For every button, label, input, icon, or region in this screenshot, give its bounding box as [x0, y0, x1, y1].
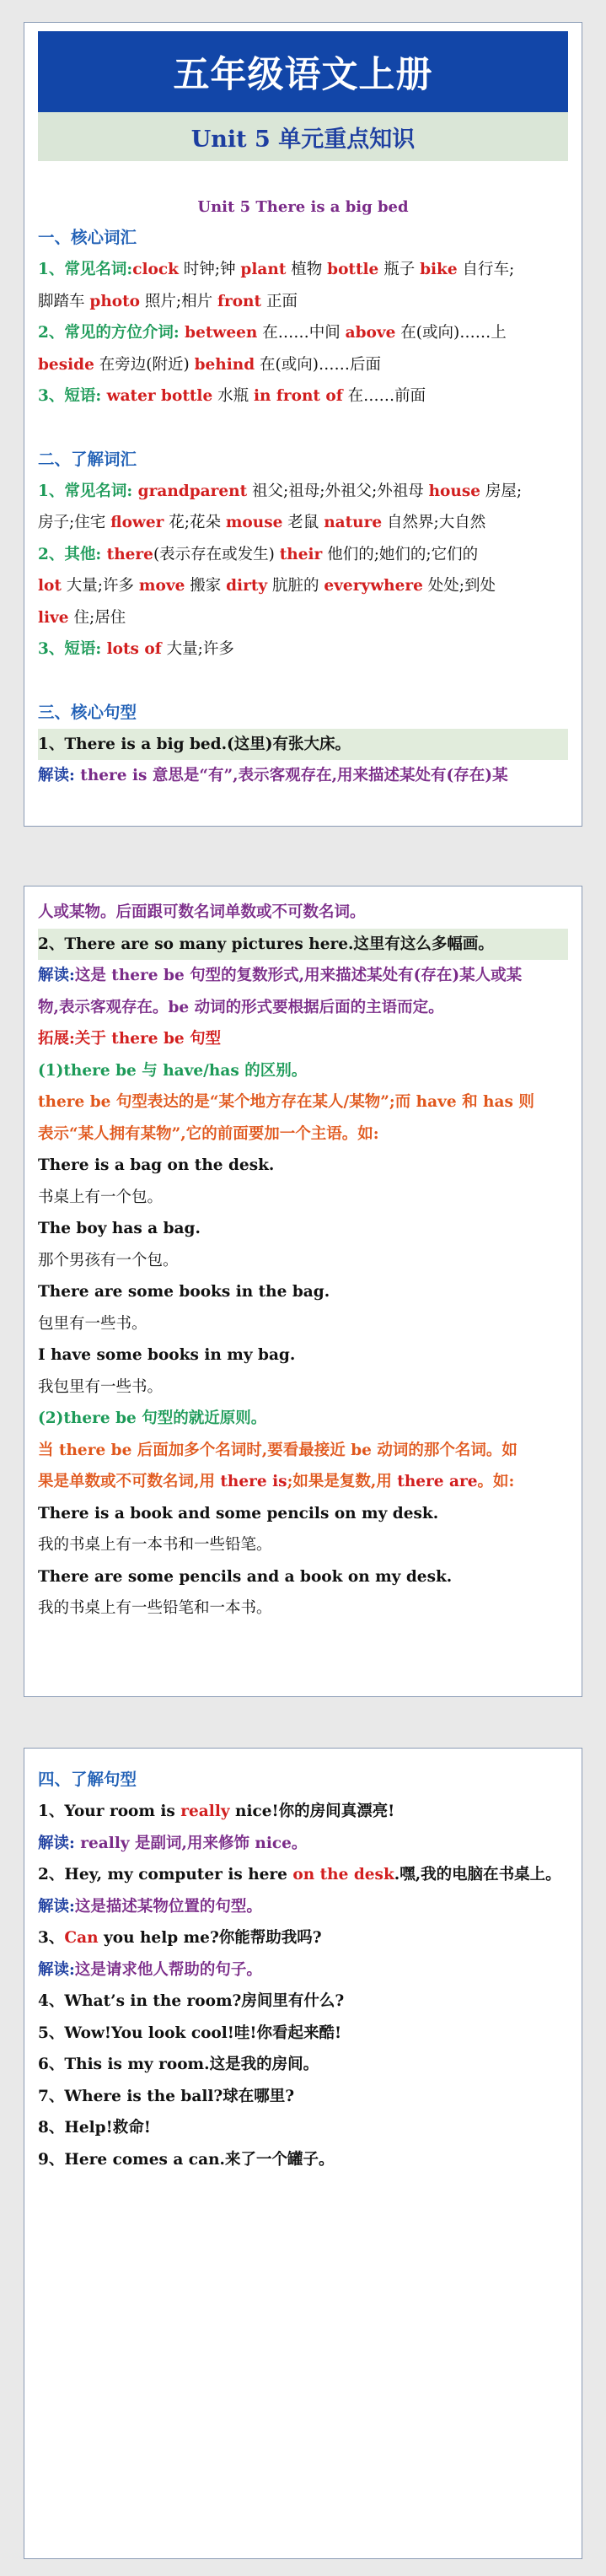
label: 2、常见的方位介词: [38, 324, 180, 342]
explanation-line [38, 760, 568, 792]
meaning: 瓶子 [378, 261, 421, 278]
vocab-line [38, 570, 568, 602]
vocab-line [38, 317, 568, 349]
word: behind [194, 355, 255, 374]
example-zh: 那个男孩有一个包。 [38, 1251, 179, 1269]
rule-line: there be 句型表达的是“某个地方存在某人/某物”;而 have 和 has 则 [38, 1093, 534, 1111]
word: live [38, 608, 69, 627]
vocab-line [38, 633, 568, 666]
explanation-line [38, 1954, 568, 1986]
sentence-text: 1、Your room is [38, 1803, 181, 1820]
sentence-line: 7、Where is the ball?球在哪里? [38, 2087, 295, 2105]
vocab-line [38, 602, 568, 634]
label: 解读: [38, 1897, 75, 1916]
meaning: (表示存在或发生) [153, 545, 280, 563]
extension-heading: 拓展:关于 there be 句型 [38, 1030, 222, 1048]
word: beside [38, 355, 94, 374]
page-card-3 [24, 1748, 582, 2559]
label: 解读: [38, 767, 75, 784]
word: their [279, 545, 323, 563]
explanation-text: 这是描述某物位置的句型。 [74, 1897, 262, 1916]
explanation-line [38, 1828, 568, 1860]
section-heading-core-sentences: 三、核心句型 [38, 702, 137, 722]
sub-heading: (1)there be 与 have/has 的区别。 [38, 1061, 308, 1080]
sentence-text: 2、Hey, my computer is here [38, 1866, 293, 1883]
label: 2、其他: [38, 545, 102, 563]
label: 解读: [38, 1960, 75, 1979]
example-zh: 我包里有一些书。 [38, 1377, 164, 1396]
rule-line [38, 1466, 568, 1498]
meaning: 自然界;大自然 [382, 514, 486, 531]
word: move [138, 577, 185, 595]
meaning: 自行车; [457, 261, 515, 278]
example-zh: 包里有一些书。 [38, 1314, 147, 1333]
meaning: 房屋; [480, 482, 523, 500]
meaning: 大量;许多 [61, 577, 139, 595]
keyword: really [180, 1803, 230, 1820]
explanation-text: really 是副词,用来修饰 nice。 [74, 1834, 308, 1852]
sentence-line [38, 1859, 568, 1891]
explanation-text: 这是 there be 句型的复数形式,用来描述某处有(存在)某人或某 [74, 967, 523, 984]
vocab-line [38, 507, 568, 539]
section-heading-know-sentences: 四、了解句型 [38, 1770, 137, 1789]
example-zh: 书桌上有一个包。 [38, 1188, 164, 1206]
rule-text: 果是单数或不可数名词,用 [38, 1473, 221, 1490]
word: above [345, 324, 396, 342]
vocab-line [38, 380, 568, 412]
label: 3、短语: [38, 387, 102, 405]
rule-line: 当 there be 后面加多个名词时,要看最接近 be 动词的那个名词。如 [38, 1441, 518, 1459]
rule-keyword: there is [220, 1473, 287, 1490]
sentence-text: 3、 [38, 1929, 65, 1947]
meaning: 房子;住宅 [38, 514, 111, 531]
word: everywhere [324, 577, 423, 595]
sentence-highlight: 2、There are so many pictures here.这里有这么多幅画。 [38, 929, 568, 961]
sentence-line: 5、Wow!You look cool!哇!你看起来酷! [38, 2024, 342, 2042]
explanation-text: there is 意思是“有”,表示客观存在,用来描述某处有(存在)某 [74, 767, 508, 784]
word: lot [38, 577, 62, 595]
label: 解读: [38, 967, 75, 984]
meaning: 处处;到处 [422, 577, 496, 595]
meaning: 老鼠 [282, 514, 324, 531]
word: photo [89, 292, 141, 310]
example-zh: 我的书桌上有一些铅笔和一本书。 [38, 1599, 272, 1617]
vocab-line [38, 539, 568, 571]
explanation-line [38, 960, 568, 992]
word: lots of [101, 640, 162, 658]
meaning: 肮脏的 [267, 577, 324, 595]
meaning: 时钟;钟 [178, 261, 241, 278]
example-en: There are some books in the bag. [38, 1283, 330, 1301]
sub-heading: (2)there be 句型的就近原则。 [38, 1409, 267, 1427]
example-en: The boy has a bag. [38, 1220, 201, 1237]
word: clock [132, 261, 179, 278]
sentence-line [38, 1796, 568, 1828]
label: 1、常见名词: [38, 261, 133, 278]
meaning: 在……中间 [257, 324, 346, 342]
example-zh: 我的书桌上有一本书和一些铅笔。 [38, 1536, 272, 1554]
keyword: Can [64, 1929, 99, 1947]
keyword: on the desk [292, 1866, 394, 1883]
meaning: 搬家 [185, 577, 227, 595]
meaning: 祖父;祖母;外祖父;外祖母 [247, 482, 429, 500]
sentence-text: nice!你的房间真漂亮! [229, 1803, 395, 1820]
sentence-line [38, 1922, 568, 1954]
example-en: There is a bag on the desk. [38, 1156, 275, 1174]
sentence-line: 4、What’s in the room?房间里有什么? [38, 1992, 345, 2010]
meaning: 他们的;她们的;它们的 [322, 545, 479, 563]
vocab-line [38, 286, 568, 318]
meaning: 植物 [286, 261, 328, 278]
word: house [428, 482, 481, 500]
meaning: 在(或向)……上 [395, 324, 507, 342]
word: water bottle [101, 387, 213, 405]
label: 1、常见名词: [38, 482, 133, 500]
meaning: 照片;相片 [140, 292, 218, 310]
word: bike [420, 261, 458, 278]
unit-title: Unit 5 There is a big bed [197, 198, 409, 216]
sentence-line: 9、Here comes a can.来了一个罐子。 [38, 2150, 335, 2169]
sentence-line: 8、Help!救命! [38, 2119, 151, 2137]
vocab-line [38, 476, 568, 508]
example-en: I have some books in my bag. [38, 1346, 296, 1364]
word: bottle [327, 261, 379, 278]
word: flower [110, 514, 164, 531]
rule-keyword: there are [397, 1473, 478, 1490]
rule-text: ;如果是复数,用 [287, 1473, 398, 1490]
sentence-text: .嘿,我的电脑在书桌上。 [394, 1866, 561, 1883]
meaning: 在(或向)……后面 [255, 355, 381, 374]
rule-text: 。如: [477, 1473, 515, 1490]
page-subtitle: Unit 5 单元重点知识 [38, 112, 568, 161]
meaning: 正面 [261, 292, 298, 310]
label: 3、短语: [38, 640, 102, 658]
meaning: 住;居住 [68, 608, 126, 627]
page-title: 五年级语文上册 [38, 31, 568, 112]
example-en: There is a book and some pencils on my desk. [38, 1504, 439, 1522]
meaning: 水瓶 [212, 387, 254, 405]
explanation-continued: 人或某物。后面跟可数名词单数或不可数名词。 [38, 903, 366, 921]
section-heading-core-vocab: 一、核心词汇 [38, 228, 137, 247]
vocab-line [38, 254, 568, 286]
word: nature [324, 514, 383, 531]
label: 解读: [38, 1834, 75, 1852]
sentence-text: you help me?你能帮助我吗? [98, 1929, 322, 1947]
page-card-2 [24, 886, 582, 1697]
word: in front of [254, 387, 343, 405]
section-heading-know-vocab: 二、了解词汇 [38, 449, 137, 469]
word: between [179, 324, 258, 342]
vocab-line [38, 349, 568, 381]
meaning: 花;花朵 [164, 514, 226, 531]
word: plant [240, 261, 287, 278]
rule-line: 表示“某人拥有某物”,它的前面要加一个主语。如: [38, 1124, 379, 1143]
meaning: 在……前面 [342, 387, 426, 405]
word: there [101, 545, 153, 563]
explanation-line: 物,表示客观存在。be 动词的形式要根据后面的主语而定。 [38, 998, 444, 1016]
word: dirty [226, 577, 268, 595]
sentence-line: 6、This is my room.这是我的房间。 [38, 2056, 319, 2073]
explanation-line [38, 1891, 568, 1923]
meaning: 在旁边(附近) [94, 355, 195, 374]
page-card-1 [24, 22, 582, 827]
explanation-text: 这是请求他人帮助的句子。 [74, 1960, 262, 1979]
meaning: 大量;许多 [161, 640, 234, 658]
meaning: 脚踏车 [38, 292, 90, 310]
word: grandparent [132, 482, 248, 500]
word: mouse [225, 514, 283, 531]
example-en: There are some pencils and a book on my desk. [38, 1567, 453, 1586]
sentence-highlight: 1、There is a big bed.(这里)有张大床。 [38, 729, 568, 761]
word: front [217, 292, 262, 310]
